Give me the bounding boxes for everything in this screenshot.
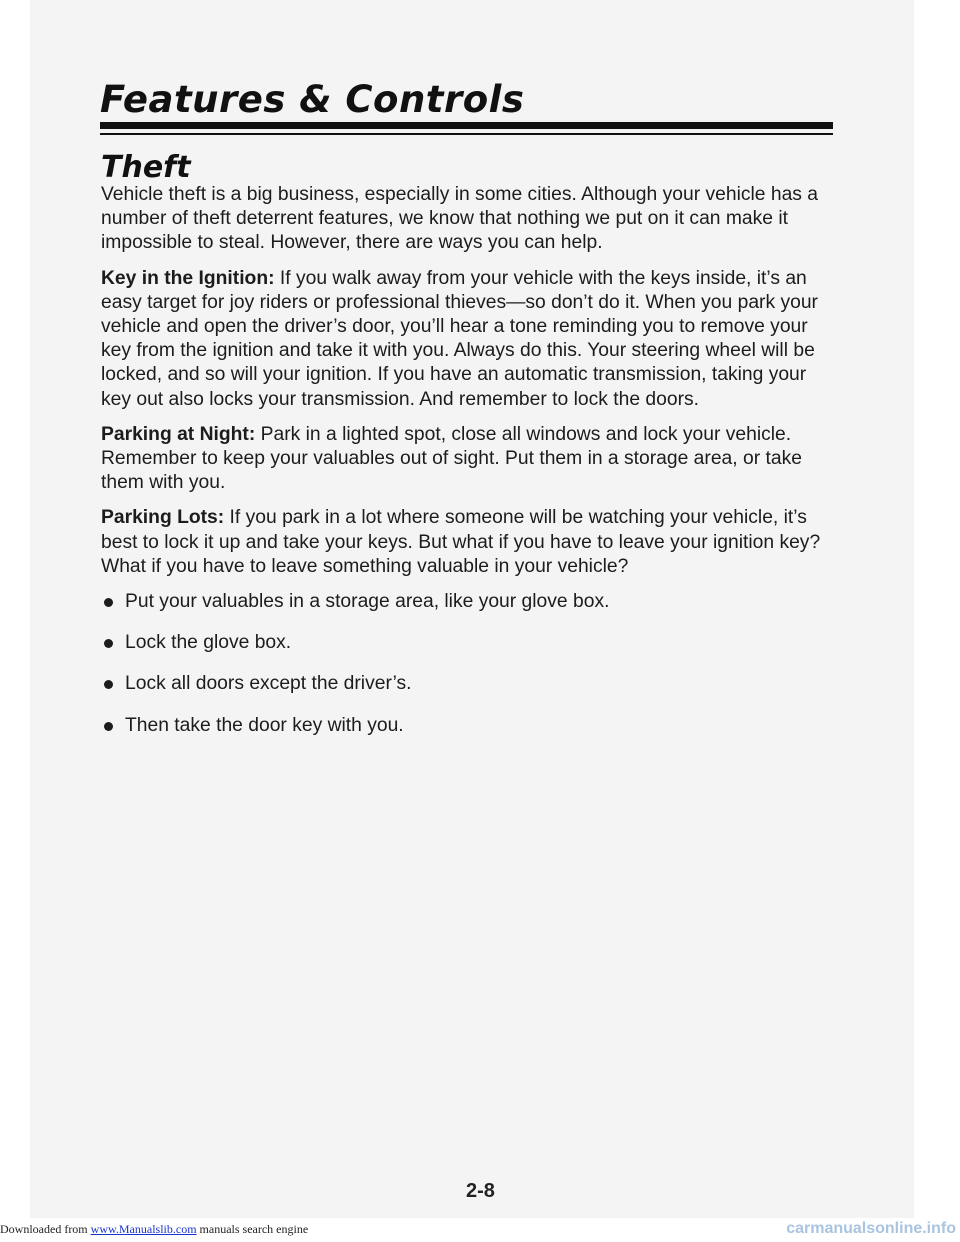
section-title: Features & Controls	[100, 78, 525, 121]
list-item	[101, 672, 831, 696]
list-item-text: Lock the glove box.	[125, 632, 292, 654]
list-item-text: Then take the door key with you.	[125, 714, 404, 736]
bullet-icon	[104, 722, 113, 731]
paragraph-label: Key in the Ignition:	[101, 267, 275, 289]
article-heading: Theft	[101, 150, 191, 185]
bullet-icon	[104, 680, 113, 689]
paragraph-label: Parking Lots:	[101, 507, 225, 529]
download-footer	[0, 1220, 960, 1240]
paragraph-text: If you park in a lot where someone will be watching your vehicle, it’s best to lock it up and take your keys. But what if you have to leave your ignition key? What if you have to leave something valuable in your vehicle?	[101, 507, 821, 577]
paragraph-key-in-ignition	[101, 267, 831, 412]
paragraph-parking-lots	[101, 506, 831, 579]
header-rule-thin	[100, 133, 833, 135]
manualslib-link[interactable]: www.Manualslib.com	[90, 1222, 197, 1236]
list-item-text: Put your valuables in a storage area, like your glove box.	[125, 591, 610, 613]
intro-paragraph: Vehicle theft is a big business, especially in some cities. Although your vehicle has a number of theft deterrent features, we know that nothing we put on it can make it impossible to steal. However, there are ways you can help.	[101, 184, 819, 254]
list-item	[101, 590, 831, 614]
footer-prefix: Downloaded from	[0, 1222, 91, 1236]
list-item	[101, 714, 831, 738]
bullet-icon	[104, 598, 113, 607]
paragraph-label: Parking at Night:	[101, 423, 256, 445]
footer-attribution	[0, 1220, 308, 1238]
article-body	[101, 183, 831, 755]
page-number: 2-8	[466, 1180, 495, 1202]
paragraph-text: If you walk away from your vehicle with the keys inside, it’s an easy target for joy riders or professional thieves—so don’t do it. When you park your vehicle and open the driver’s door, you’ll hear a tone reminding you to remove your key from the ignition and take it with you. Always do this. Your steering wheel will be locked, and so will your ignition. If you have an automatic transmission, taking your key out also locks your transmission. And remember to lock the doors.	[101, 267, 818, 410]
tips-list	[101, 590, 831, 738]
bullet-icon	[104, 639, 113, 648]
list-item	[101, 631, 831, 655]
header-rule-thick	[100, 122, 833, 129]
paragraph-parking-at-night	[101, 423, 831, 496]
paragraph-text: Park in a lighted spot, close all windows and lock your vehicle. Remember to keep your valuables out of sight. Put them in a storage area, or take them with you.	[101, 423, 802, 494]
footer-suffix: manuals search engine	[196, 1222, 309, 1236]
watermark: carmanualsonline.info	[786, 1220, 956, 1237]
list-item-text: Lock all doors except the driver’s.	[125, 673, 412, 695]
